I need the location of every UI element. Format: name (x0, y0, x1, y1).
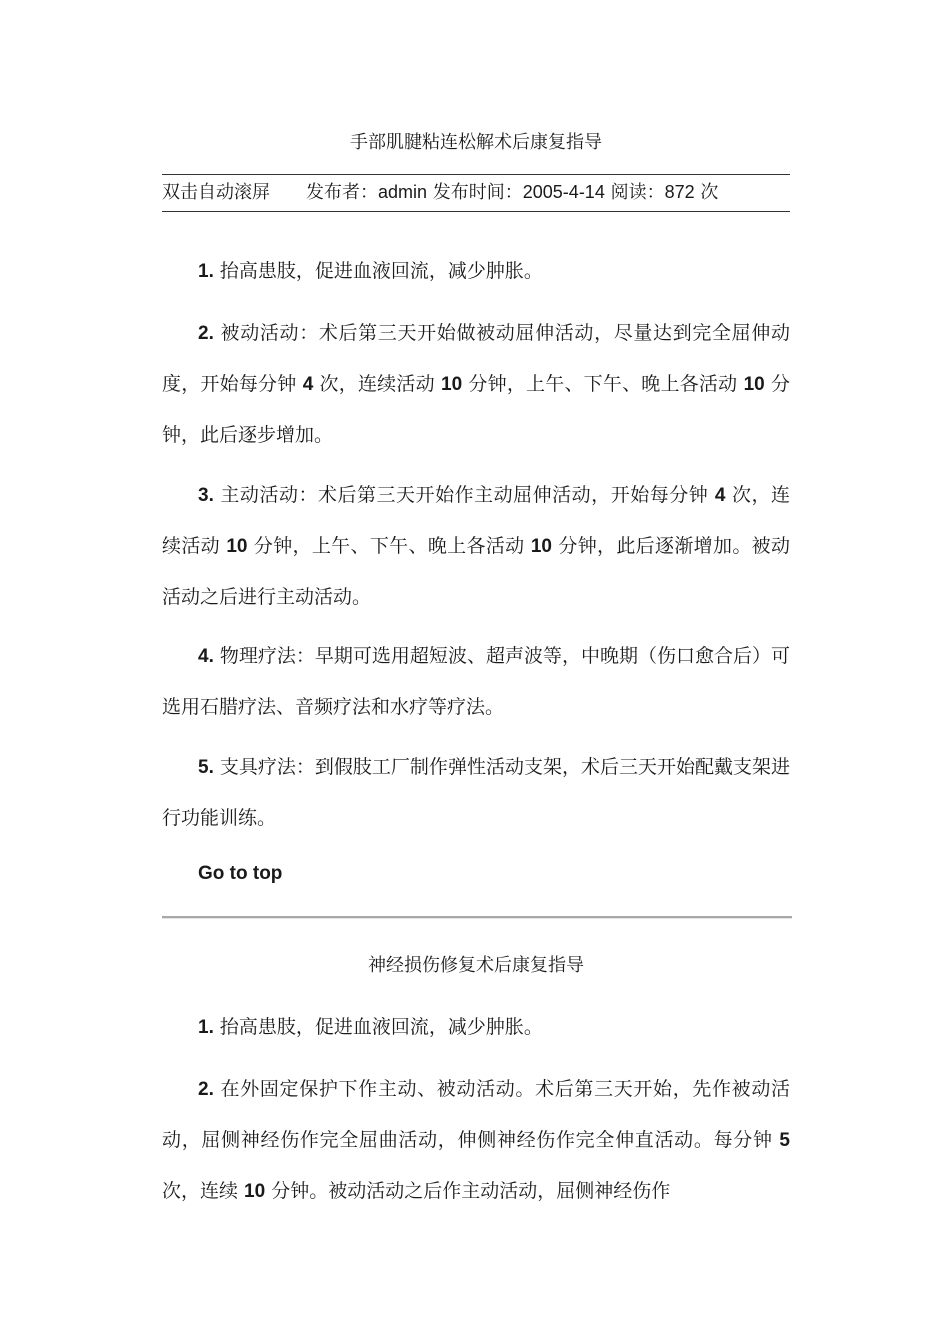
item-text: 次，连续活动 (162, 484, 790, 557)
reads-label: 阅读： (610, 182, 665, 203)
meta-bottom-rule (162, 211, 790, 212)
item-text: 在外固定保护下作主动、被动活动。术后第三天开始，先作被动活动，屈侧神经伤作完全屈曲活动，伸侧神经伤作完全伸直活动。每分钟 (162, 1078, 790, 1151)
item-text: 抬高患肢，促进血液回流，减少肿胀。 (213, 1016, 543, 1038)
item-text: 分钟，上午、下午、晚上各活动 (247, 535, 531, 557)
list-item (162, 1064, 790, 1344)
item-number-value: 4 (302, 374, 314, 395)
item-text: 次，连续 (162, 1180, 245, 1202)
publisher-name: admin (378, 182, 428, 202)
item-text: 次，连续活动 (313, 373, 442, 395)
item-number: 5. (198, 757, 214, 778)
item-number: 2. (198, 1079, 214, 1100)
item-text: 分钟，此后逐步增加。 (162, 373, 790, 446)
list-item (162, 470, 790, 623)
meta-top-rule (162, 174, 790, 175)
publish-time-label: 发布时间： (432, 182, 523, 203)
item-number-value: 5 (779, 1130, 790, 1151)
reads-count: 872 (664, 182, 695, 202)
item-text: 分钟，上午、下午、晚上各活动 (462, 373, 744, 395)
item-number: 1. (198, 261, 214, 282)
article-title: 神经损伤修复术后康复指导 (368, 955, 584, 976)
item-number: 3. (198, 485, 214, 506)
item-number: 2. (198, 323, 214, 344)
item-number-value: 10 (530, 536, 552, 557)
item-text: 分钟，此后逐渐增加。被动活动之后进行主动活动。 (162, 535, 790, 608)
item-number-value: 10 (244, 1181, 266, 1202)
item-text: 支具疗法：到假肢工厂制作弹性活动支架，术后三天开始配戴支架进行功能训练。 (162, 756, 790, 829)
publish-time: 2005-4-14 (522, 182, 605, 202)
item-text: 抬高患肢，促进血液回流，减少肿胀。 (213, 260, 543, 282)
publisher-label: 发布者： (306, 182, 378, 203)
reads-unit: 次 (700, 182, 719, 203)
section-divider (162, 916, 792, 919)
article-title: 手部肌腱粘连松解术后康复指导 (350, 132, 602, 153)
item-text: 被动活动：术后第三天开始做被动屈伸活动，尽量达到完全屈伸动度，开始每分钟 (162, 322, 790, 395)
list-item (162, 631, 790, 733)
item-number-value: 10 (226, 536, 248, 557)
list-item (162, 742, 790, 844)
article-meta (162, 180, 790, 205)
list-item (162, 308, 790, 461)
go-to-top-link[interactable]: Go to top (198, 863, 283, 884)
item-number-value: 10 (743, 374, 765, 395)
list-item (162, 1002, 790, 1053)
item-number: 1. (198, 1017, 214, 1038)
item-text: 分钟。被动活动之后作主动活动，屈侧神经伤作 (265, 1180, 671, 1202)
autoscroll-link[interactable]: 双击自动滚屏 (162, 182, 270, 203)
item-text: 主动活动：术后第三天开始作主动屈伸活动，开始每分钟 (213, 484, 715, 506)
item-text: 物理疗法：早期可选用超短波、超声波等，中晚期（伤口愈合后）可选用石腊疗法、音频疗法和水疗等疗法。 (162, 645, 790, 718)
item-number-value: 4 (714, 485, 726, 506)
item-number-value: 10 (441, 374, 463, 395)
item-number: 4. (198, 646, 214, 667)
list-item (162, 246, 790, 297)
